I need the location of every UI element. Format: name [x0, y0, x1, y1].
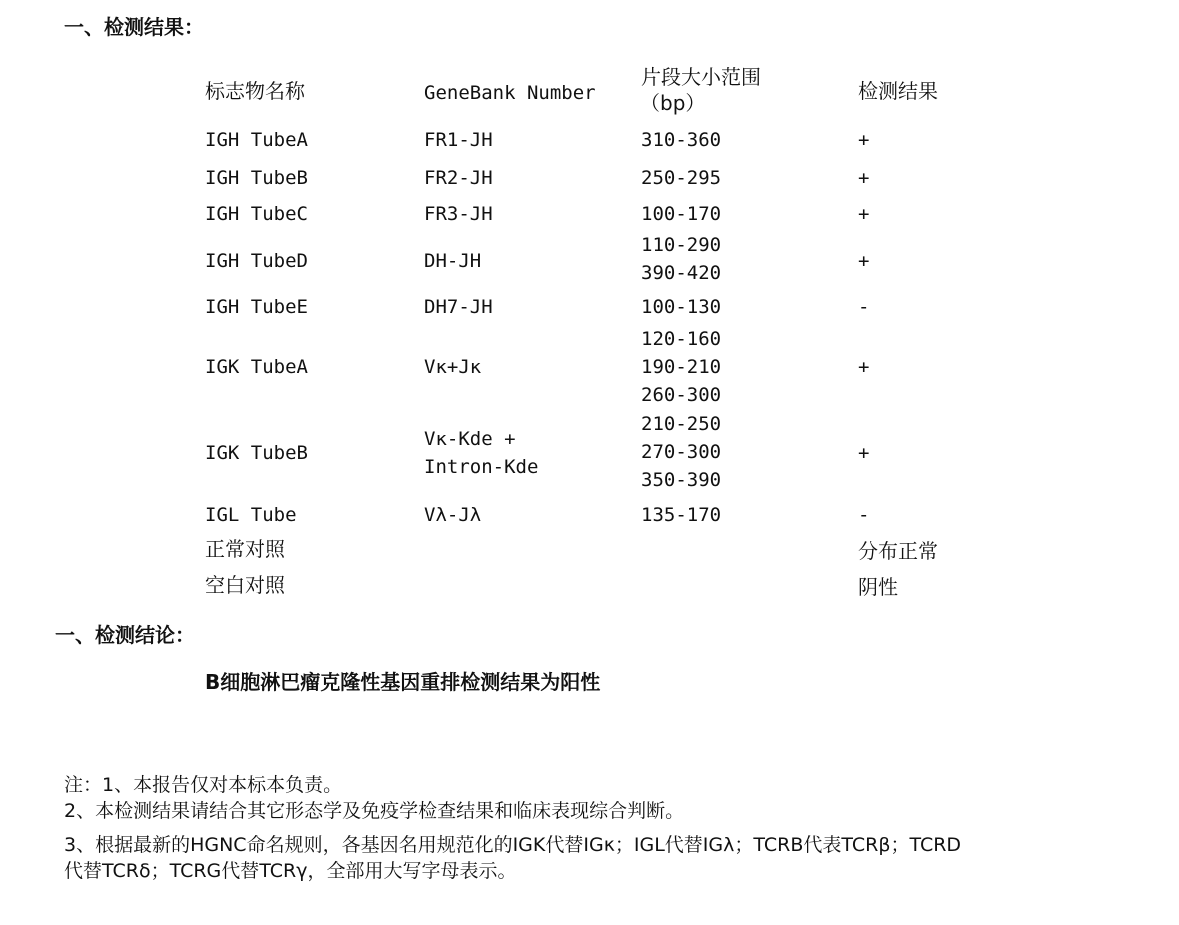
row-result: -	[858, 296, 870, 318]
section-title-conclusion: 一、检测结论：	[55, 623, 195, 647]
row-size: 100-130	[641, 296, 722, 318]
row-marker: IGH TubeA	[205, 129, 308, 151]
section-title-results: 一、检测结果：	[64, 15, 204, 39]
row-result: +	[858, 250, 870, 272]
header-marker-name: 标志物名称	[205, 79, 305, 103]
row-gene: Intron-Kde	[424, 456, 539, 478]
row-size: 250-295	[641, 167, 722, 189]
row-gene: Vκ+Jκ	[424, 356, 482, 378]
row-size: 270-300	[641, 441, 722, 463]
row-result: +	[858, 129, 870, 151]
row-marker: 正常对照	[205, 537, 285, 561]
row-gene: FR1-JH	[424, 129, 493, 151]
row-gene: Vλ-Jλ	[424, 504, 482, 526]
row-gene: Vκ-Kde +	[424, 428, 516, 450]
row-size: 190-210	[641, 356, 722, 378]
row-size-list	[641, 231, 721, 287]
row-result: +	[858, 442, 870, 464]
header-genebank-number: GeneBank Number	[424, 82, 596, 104]
row-gene: DH7-JH	[424, 296, 493, 318]
row-gene: FR2-JH	[424, 167, 493, 189]
row-size: 110-290	[641, 234, 722, 256]
row-marker: IGH TubeD	[205, 250, 308, 272]
row-marker: IGK TubeA	[205, 356, 308, 378]
row-marker: IGL Tube	[205, 504, 297, 526]
row-marker: IGH TubeE	[205, 296, 308, 318]
row-marker: IGH TubeB	[205, 167, 308, 189]
row-result: +	[858, 167, 870, 189]
note-line-3: 3、根据最新的HGNC命名规则，各基因名用规范化的IGK代替IGκ；IGL代替IGλ；TCRB代表TCRβ；TCRD	[64, 834, 962, 856]
row-marker: IGH TubeC	[205, 203, 308, 225]
row-size: 260-300	[641, 384, 722, 406]
row-size: 100-170	[641, 203, 722, 225]
row-size: 350-390	[641, 469, 722, 491]
note-line-4: 代替TCRδ；TCRG代替TCRγ，全部用大写字母表示。	[64, 860, 517, 882]
row-gene: DH-JH	[424, 250, 482, 272]
row-result: 分布正常	[858, 539, 938, 563]
row-marker: 空白对照	[205, 573, 285, 597]
note-line-1: 注：1、本报告仅对本标本负责。	[64, 774, 343, 796]
row-gene: FR3-JH	[424, 203, 493, 225]
row-size: 135-170	[641, 504, 722, 526]
conclusion-text: B细胞淋巴瘤克隆性基因重排检测结果为阳性	[205, 670, 601, 694]
note-line-2: 2、本检测结果请结合其它形态学及免疫学检查结果和临床表现综合判断。	[64, 800, 685, 822]
row-result: +	[858, 203, 870, 225]
row-size: 310-360	[641, 129, 722, 151]
row-result: 阴性	[858, 575, 898, 599]
row-gene-lines	[424, 425, 538, 481]
row-size: 120-160	[641, 328, 722, 350]
row-size: 390-420	[641, 262, 722, 284]
header-size-range: 片段大小范围	[641, 65, 761, 89]
row-size-list	[641, 325, 721, 409]
header-size-unit: （bp）	[640, 91, 706, 115]
row-result: -	[858, 504, 870, 526]
row-size: 210-250	[641, 413, 722, 435]
row-result: +	[858, 356, 870, 378]
row-marker: IGK TubeB	[205, 442, 308, 464]
header-result: 检测结果	[858, 79, 938, 103]
row-size-list	[641, 410, 721, 494]
